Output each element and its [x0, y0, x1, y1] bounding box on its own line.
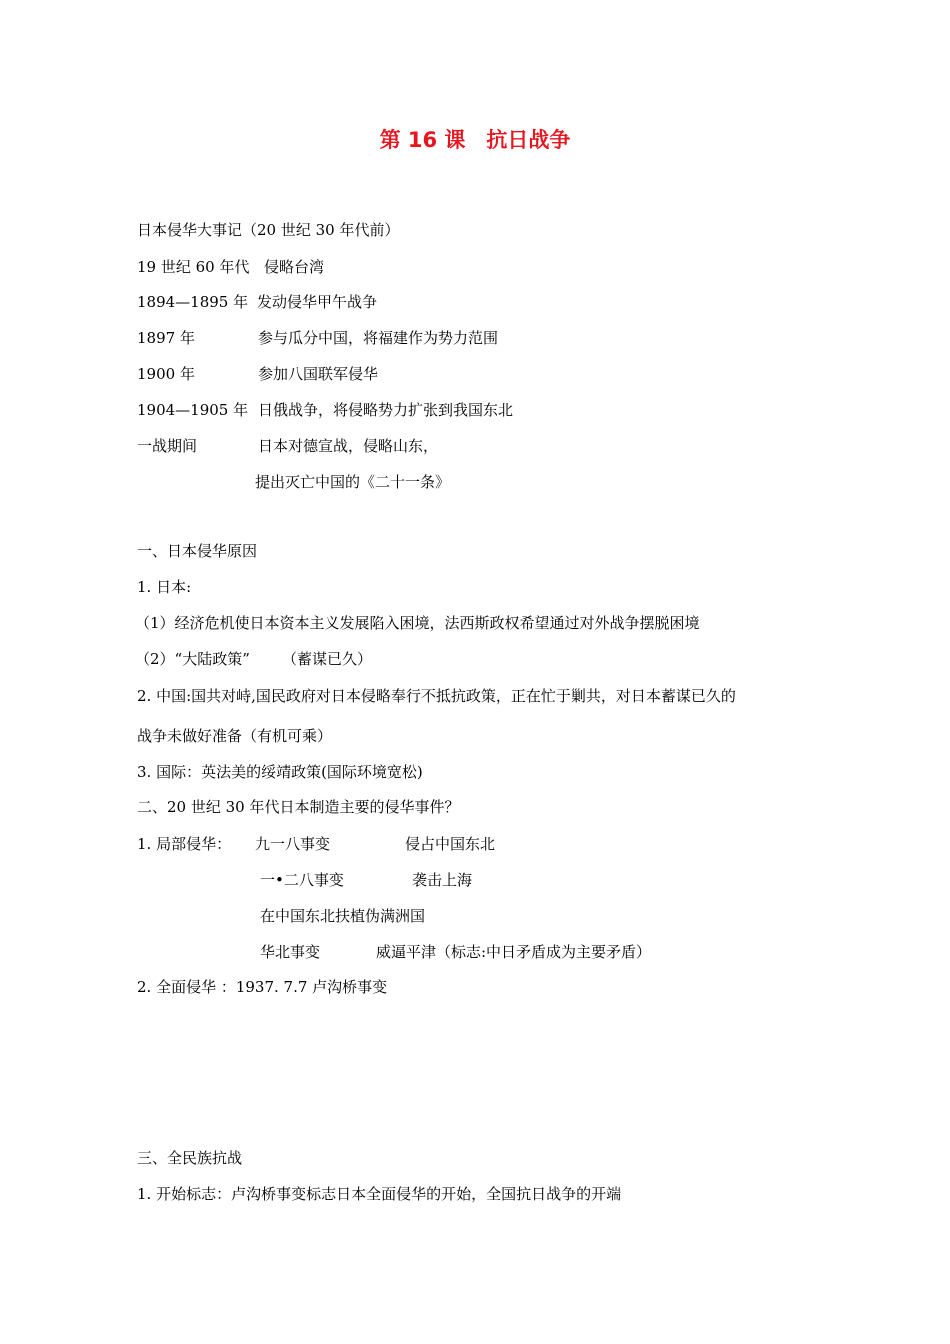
chronicle-event: 发动侵华甲午战争: [257, 293, 378, 311]
paragraph: （1）经济危机使日本资本主义发展陷入困境，法西斯政权希望通过对外战争摆脱困境: [135, 614, 700, 632]
chronicle-date: 19 世纪 60 年代: [137, 258, 250, 276]
paragraph: 2. 全面侵华 ：1937. 7.7 卢沟桥事变: [137, 978, 388, 996]
chronicle-event: 侵略台湾: [264, 258, 325, 276]
page-title: 第 16 课 抗日战争: [379, 128, 571, 152]
paragraph: 1. 开始标志：卢沟桥事变标志日本全面侵华的开始，全国抗日战争的开端: [137, 1185, 622, 1203]
chronicle-event: 参与瓜分中国，将福建作为势力范围: [258, 329, 499, 347]
chronicle-date: 1900 年: [137, 365, 195, 383]
event-name: 一•二八事变: [260, 871, 344, 889]
section-heading: 二、20 世纪 30 年代日本制造主要的侵华事件？: [137, 798, 460, 816]
paragraph: 1. 日本:: [137, 578, 192, 596]
event-name: 九一八事变: [255, 835, 331, 853]
chronicle-event: 日俄战争，将侵略势力扩张到我国东北: [258, 401, 514, 419]
paragraph: （蓄谋已久）: [282, 650, 373, 668]
event-desc: 袭击上海: [412, 871, 473, 889]
section-heading: 三、全民族抗战: [137, 1149, 243, 1167]
chronicle-date: 1904—1905 年: [137, 401, 249, 419]
chronicle-date: 1897 年: [137, 329, 195, 347]
paragraph: 3. 国际：英法美的绥靖政策(国际环境宽松): [137, 763, 423, 781]
event-name: 在中国东北扶植伪满洲国: [260, 907, 426, 925]
event-desc: 侵占中国东北: [405, 835, 496, 853]
paragraph: （2）“大陆政策”: [135, 650, 250, 668]
event-name: 华北事变: [260, 943, 321, 961]
paragraph: 2. 中国:国共对峙,国民政府对日本侵略奉行不抵抗政策，正在忙于剿共，对日本蓄谋已久的: [137, 687, 736, 705]
chronicle-date: 一战期间: [137, 437, 198, 455]
paragraph: 战争未做好准备（有机可乘）: [137, 727, 333, 745]
chronicle-continuation: 提出灭亡中国的《二十一条》: [255, 473, 451, 491]
chronicle-heading: 日本侵华大事记（20 世纪 30 年代前）: [137, 221, 400, 239]
section-heading: 一、日本侵华原因: [137, 542, 258, 560]
chronicle-event: 参加八国联军侵华: [258, 365, 379, 383]
paragraph: 1. 局部侵华：: [137, 835, 232, 853]
chronicle-event: 日本对德宣战，侵略山东，: [258, 437, 439, 455]
chronicle-date: 1894—1895 年: [137, 293, 249, 311]
event-desc: 威逼平津（标志:中日矛盾成为主要矛盾）: [376, 943, 652, 961]
